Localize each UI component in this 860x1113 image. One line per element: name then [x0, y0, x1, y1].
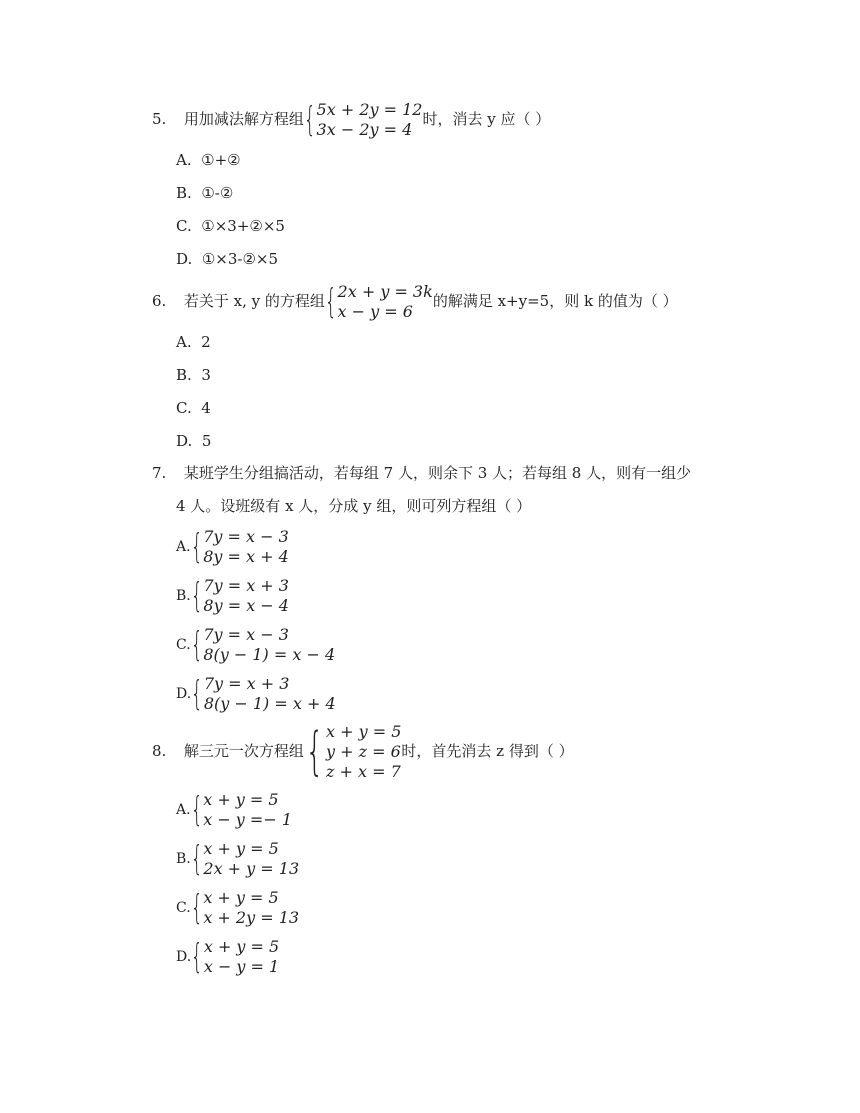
option-c[interactable]: C. { 7y = x − 3 8(y − 1) = x − 4 [176, 625, 336, 665]
equation: x − y = 6 [337, 302, 413, 321]
equation: 8(y − 1) = x − 4 [203, 645, 336, 664]
brace-icon: { [303, 100, 316, 140]
equation: 2x + y = 13 [203, 859, 300, 878]
equation: x + y = 5 [203, 839, 279, 858]
option-b[interactable]: B. { x + y = 5 2x + y = 13 [176, 839, 300, 879]
question-number: 5. [152, 110, 167, 128]
brace-icon: { [191, 674, 203, 714]
option-d[interactable]: D. 5 [176, 432, 212, 450]
equation-system [304, 100, 423, 140]
option-d[interactable]: D. { x + y = 5 x − y = 1 [176, 937, 280, 977]
question-text: 时，消去 y 应（ ） [422, 110, 551, 128]
equation: 8y = x − 4 [203, 596, 289, 615]
question-text: 的解满足 x+y=5，则 k 的值为（ ） [432, 292, 678, 310]
equation: z + x = 7 [325, 762, 401, 781]
brace-icon: { [190, 839, 203, 879]
question-5 [152, 100, 550, 140]
question-6 [152, 282, 678, 322]
option-c[interactable]: C. 4 [176, 399, 211, 417]
equation: 3x − 2y = 4 [316, 120, 413, 139]
question-8 [152, 722, 574, 782]
question-text: 某班学生分组搞活动，若每组 7 人，则余下 3 人；若每组 8 人，则有一组少 [183, 464, 692, 482]
option-b[interactable]: B. { 7y = x + 3 8y = x − 4 [176, 576, 289, 616]
equation: 8y = x + 4 [203, 547, 289, 566]
question-text: 用加减法解方程组 [183, 110, 304, 128]
option-a[interactable]: A. ①+② [176, 151, 241, 169]
brace-icon: { [190, 625, 203, 665]
equation: x + y = 5 [325, 722, 402, 741]
question-number: 8. [152, 742, 167, 760]
option-a[interactable]: A. { x + y = 5 x − y =− 1 [176, 790, 293, 830]
brace-icon: { [190, 576, 203, 616]
question-7 [152, 463, 691, 483]
option-b[interactable]: B. ①-② [176, 184, 234, 202]
equation: 7y = x + 3 [203, 576, 289, 595]
equation: 5x + 2y = 12 [316, 100, 423, 119]
equation: x − y =− 1 [203, 810, 293, 829]
equation: 7y = x − 3 [203, 625, 289, 644]
equation: 7y = x − 3 [203, 527, 289, 546]
equation: x − y = 1 [203, 957, 280, 976]
question-text: 若关于 x, y 的方程组 [183, 292, 325, 310]
option-c[interactable]: C. ①×3+②×5 [176, 217, 285, 235]
equation: x + 2y = 13 [203, 908, 300, 927]
option-c[interactable]: C. { x + y = 5 x + 2y = 13 [176, 888, 300, 928]
question-number: 6. [152, 292, 167, 310]
brace-icon: { [305, 722, 324, 782]
brace-icon: { [190, 790, 203, 830]
option-b[interactable]: B. 3 [176, 366, 211, 384]
equation: x + y = 5 [203, 888, 279, 907]
equation: 2x + y = 3k [337, 282, 433, 301]
question-text: 解三元一次方程组 [183, 742, 304, 760]
equation: 8(y − 1) = x + 4 [203, 694, 336, 713]
option-d[interactable]: D. ①×3-②×5 [176, 250, 278, 268]
brace-icon: { [190, 888, 203, 928]
equation: 7y = x + 3 [203, 674, 290, 693]
option-d[interactable]: D. { 7y = x + 3 8(y − 1) = x + 4 [176, 674, 336, 714]
option-a[interactable]: A. 2 [176, 333, 211, 351]
equation-system [325, 282, 433, 322]
equation-system [304, 722, 402, 782]
brace-icon: { [324, 282, 337, 322]
question-text: 时，首先消去 z 得到（ ） [401, 742, 574, 760]
brace-icon: { [190, 527, 203, 567]
equation: x + y = 5 [203, 937, 280, 956]
brace-icon: { [191, 937, 203, 977]
question-text-continued: 4 人。设班级有 x 人，分成 y 组，则可列方程组（ ） [176, 497, 532, 515]
equation: y + z = 6 [325, 742, 401, 761]
option-a[interactable]: A. { 7y = x − 3 8y = x + 4 [176, 527, 289, 567]
question-number: 7. [152, 464, 167, 482]
equation: x + y = 5 [203, 790, 279, 809]
